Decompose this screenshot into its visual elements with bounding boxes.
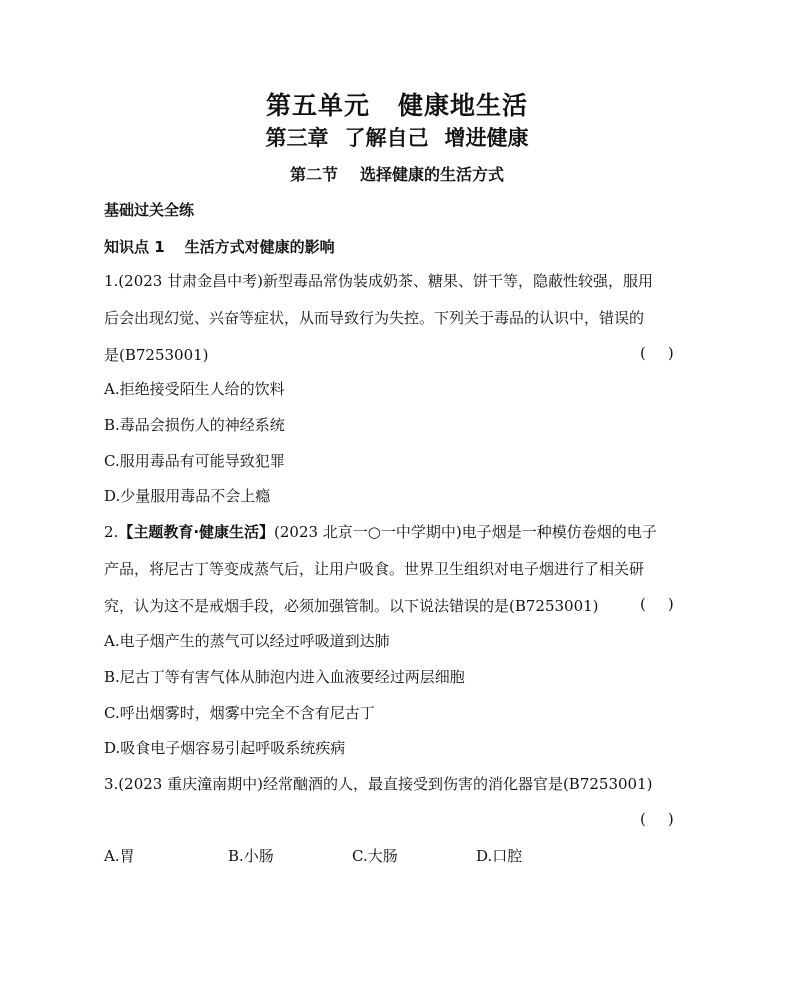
question-1-line-3: 是(B7253001) (104, 346, 209, 364)
knowledge-point-title: 生活方式对健康的影响 (184, 238, 335, 256)
question-2-option-d: D.吸食电子烟容易引起呼吸系统疾病 (104, 739, 346, 757)
section-title (0, 162, 794, 185)
knowledge-point-heading (104, 236, 335, 257)
question-3-line-1: 3.(2023 重庆潼南期中)经常酗酒的人，最直接受到伤害的消化器官是(B7253001) (104, 775, 653, 793)
question-1-option-b: B.毒品会损伤人的神经系统 (104, 416, 285, 434)
question-1-option-a: A.拒绝接受陌生人给的饮料 (104, 380, 285, 398)
question-2-line-3: 究，认为这不是戒烟手段，必须加强管制。以下说法错误的是(B7253001) (104, 597, 599, 615)
question-2-theme-tag: 【主题教育·健康生活】 (118, 523, 275, 541)
unit-subtitle-text: 健康地生活 (398, 91, 529, 120)
chapter-title (0, 122, 794, 152)
question-2-number: 2. (104, 523, 119, 541)
question-3-answer-bracket: ( ) (640, 810, 674, 828)
unit-title (0, 86, 794, 122)
question-1-option-c: C.服用毒品有可能导致犯罪 (104, 452, 285, 470)
question-3-option-a: A.胃 (104, 847, 135, 865)
practice-heading: 基础过关全练 (104, 201, 195, 219)
question-2-option-c: C.呼出烟雾时，烟雾中完全不含有尼古丁 (104, 704, 375, 722)
question-2-option-b: B.尼古丁等有害气体从肺泡内进入血液要经过两层细胞 (104, 668, 465, 686)
chapter-title-text: 第三章 (265, 126, 329, 150)
question-2-answer-bracket: ( ) (640, 595, 674, 613)
question-1-answer-bracket: ( ) (640, 344, 674, 362)
question-1-option-d: D.少量服用毒品不会上瘾 (104, 487, 271, 505)
question-3-option-c: C.大肠 (352, 847, 398, 865)
question-3-option-b: B.小肠 (228, 847, 274, 865)
unit-title-text: 第五单元 (265, 91, 370, 120)
question-2-line-2: 产品，将尼古丁等变成蒸气后，让用户吸食。世界卫生组织对电子烟进行了相关研 (104, 560, 645, 578)
section-title-text: 第二节 (289, 165, 338, 184)
section-subtitle-text: 选择健康的生活方式 (360, 165, 505, 184)
chapter-subtitle-a: 了解自己 (344, 126, 429, 150)
chapter-subtitle-b: 增进健康 (444, 126, 529, 150)
question-3-option-d: D.口腔 (476, 847, 523, 865)
question-2-line-1 (104, 521, 657, 542)
knowledge-point-label: 知识点 1 (104, 238, 165, 256)
question-2-option-a: A.电子烟产生的蒸气可以经过呼吸道到达肺 (104, 632, 390, 650)
question-1-line-1: 1.(2023 甘肃金昌中考)新型毒品常伪装成奶茶、糖果、饼干等，隐蔽性较强，服用 (104, 272, 653, 290)
question-2-line-1-text: (2023 北京一○一中学期中)电子烟是一种模仿卷烟的电子 (274, 523, 657, 541)
question-1-line-2: 后会出现幻觉、兴奋等症状，从而导致行为失控。下列关于毒品的认识中，错误的 (104, 309, 645, 327)
